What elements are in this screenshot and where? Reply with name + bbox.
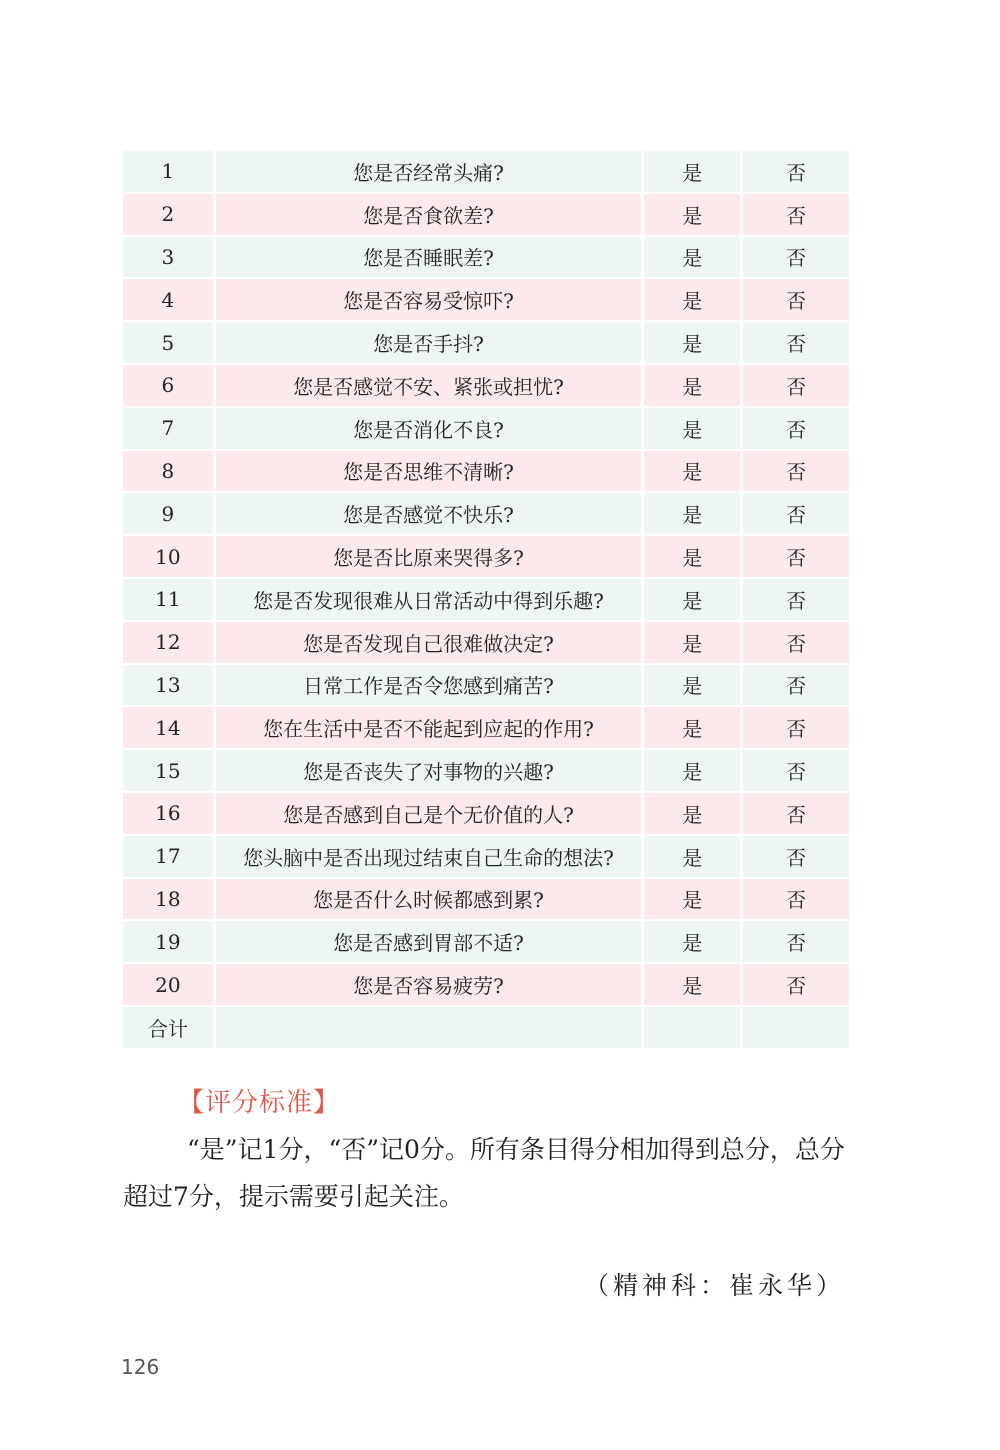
item-question: 您在生活中是否不能起到应起的作用? <box>216 707 645 750</box>
no-option[interactable]: 否 <box>743 279 849 322</box>
table-row <box>123 836 849 879</box>
table-row <box>123 194 849 237</box>
yes-option[interactable]: 是 <box>644 622 743 665</box>
table-row <box>123 237 849 280</box>
yes-option[interactable]: 是 <box>644 365 743 408</box>
yes-option[interactable]: 是 <box>644 836 743 879</box>
yes-option[interactable]: 是 <box>644 793 743 836</box>
questionnaire-table <box>123 151 849 1050</box>
yes-option[interactable]: 是 <box>644 408 743 451</box>
no-option[interactable]: 否 <box>743 365 849 408</box>
item-number: 12 <box>123 622 216 665</box>
item-number: 4 <box>123 279 216 322</box>
table-row <box>123 622 849 665</box>
item-question: 您是否发现很难从日常活动中得到乐趣? <box>216 579 645 622</box>
yes-option[interactable]: 是 <box>644 536 743 579</box>
total-row <box>123 1007 849 1050</box>
yes-option[interactable]: 是 <box>644 451 743 494</box>
item-number: 9 <box>123 493 216 536</box>
item-number: 18 <box>123 879 216 922</box>
item-question: 日常工作是否令您感到痛苦? <box>216 665 645 708</box>
yes-option[interactable]: 是 <box>644 921 743 964</box>
item-question: 您是否感觉不快乐? <box>216 493 645 536</box>
yes-option[interactable]: 是 <box>644 750 743 793</box>
no-option[interactable]: 否 <box>743 921 849 964</box>
yes-option[interactable]: 是 <box>644 194 743 237</box>
table-row <box>123 151 849 194</box>
item-question: 您是否发现自己很难做决定? <box>216 622 645 665</box>
table-row <box>123 750 849 793</box>
table-row <box>123 879 849 922</box>
no-option[interactable]: 否 <box>743 622 849 665</box>
item-question: 您是否感到自己是个无价值的人? <box>216 793 645 836</box>
item-question: 您是否比原来哭得多? <box>216 536 645 579</box>
table-row <box>123 279 849 322</box>
item-number: 11 <box>123 579 216 622</box>
questionnaire-body <box>123 151 849 1050</box>
item-question: 您是否容易疲劳? <box>216 964 645 1007</box>
item-number: 5 <box>123 322 216 365</box>
item-number: 19 <box>123 921 216 964</box>
no-option[interactable]: 否 <box>743 536 849 579</box>
yes-option[interactable]: 是 <box>644 151 743 194</box>
item-number: 15 <box>123 750 216 793</box>
no-option[interactable]: 否 <box>743 665 849 708</box>
item-number: 2 <box>123 194 216 237</box>
item-number: 1 <box>123 151 216 194</box>
item-question: 您是否手抖? <box>216 322 645 365</box>
no-option[interactable]: 否 <box>743 836 849 879</box>
table-row <box>123 536 849 579</box>
table-row <box>123 408 849 451</box>
table-row <box>123 665 849 708</box>
scoring-heading: 【评分标准】 <box>178 1088 341 1118</box>
yes-option[interactable]: 是 <box>644 579 743 622</box>
yes-option[interactable]: 是 <box>644 665 743 708</box>
no-option[interactable]: 否 <box>743 451 849 494</box>
item-number: 3 <box>123 237 216 280</box>
item-question: 您是否感到胃部不适? <box>216 921 645 964</box>
table-row <box>123 707 849 750</box>
item-number: 14 <box>123 707 216 750</box>
table-row <box>123 365 849 408</box>
page-number: 126 <box>121 1355 160 1379</box>
no-option[interactable]: 否 <box>743 322 849 365</box>
item-question: 您是否消化不良? <box>216 408 645 451</box>
table-row <box>123 793 849 836</box>
item-question: 您是否睡眠差? <box>216 237 645 280</box>
no-option[interactable]: 否 <box>743 194 849 237</box>
scoring-text: “是”记1分，“否”记0分。所有条目得分相加得到总分，总分超过7分，提示需要引起关注。 <box>123 1135 845 1211</box>
no-option[interactable]: 否 <box>743 151 849 194</box>
no-option[interactable]: 否 <box>743 579 849 622</box>
item-number: 8 <box>123 451 216 494</box>
no-option[interactable]: 否 <box>743 707 849 750</box>
no-option[interactable]: 否 <box>743 493 849 536</box>
yes-option[interactable]: 是 <box>644 493 743 536</box>
item-number: 7 <box>123 408 216 451</box>
item-number: 6 <box>123 365 216 408</box>
no-option[interactable]: 否 <box>743 793 849 836</box>
item-question: 您头脑中是否出现过结束自己生命的想法? <box>216 836 645 879</box>
yes-option[interactable]: 是 <box>644 237 743 280</box>
item-question: 您是否什么时候都感到累? <box>216 879 645 922</box>
item-number: 10 <box>123 536 216 579</box>
table-row <box>123 451 849 494</box>
yes-option[interactable]: 是 <box>644 279 743 322</box>
item-number: 17 <box>123 836 216 879</box>
table-row <box>123 921 849 964</box>
item-number: 16 <box>123 793 216 836</box>
item-question: 您是否丧失了对事物的兴趣? <box>216 750 645 793</box>
total-label: 合计 <box>123 1007 216 1050</box>
item-question: 您是否经常头痛? <box>216 151 645 194</box>
no-option[interactable]: 否 <box>743 879 849 922</box>
no-option[interactable]: 否 <box>743 964 849 1007</box>
item-number: 13 <box>123 665 216 708</box>
yes-option[interactable]: 是 <box>644 707 743 750</box>
yes-option[interactable]: 是 <box>644 964 743 1007</box>
no-option[interactable]: 否 <box>743 237 849 280</box>
item-number: 20 <box>123 964 216 1007</box>
total-empty-cell <box>216 1007 645 1050</box>
no-option[interactable]: 否 <box>743 408 849 451</box>
table-row <box>123 322 849 365</box>
total-yes-cell <box>644 1007 743 1050</box>
item-question: 您是否食欲差? <box>216 194 645 237</box>
total-no-cell <box>743 1007 849 1050</box>
no-option[interactable]: 否 <box>743 750 849 793</box>
item-question: 您是否容易受惊吓? <box>216 279 645 322</box>
table-row <box>123 579 849 622</box>
yes-option[interactable]: 是 <box>644 879 743 922</box>
item-question: 您是否思维不清晰? <box>216 451 645 494</box>
author-credit: （精神科：崔永华） <box>583 1271 845 1300</box>
item-question: 您是否感觉不安、紧张或担忧? <box>216 365 645 408</box>
table-row <box>123 493 849 536</box>
yes-option[interactable]: 是 <box>644 322 743 365</box>
table-row <box>123 964 849 1007</box>
